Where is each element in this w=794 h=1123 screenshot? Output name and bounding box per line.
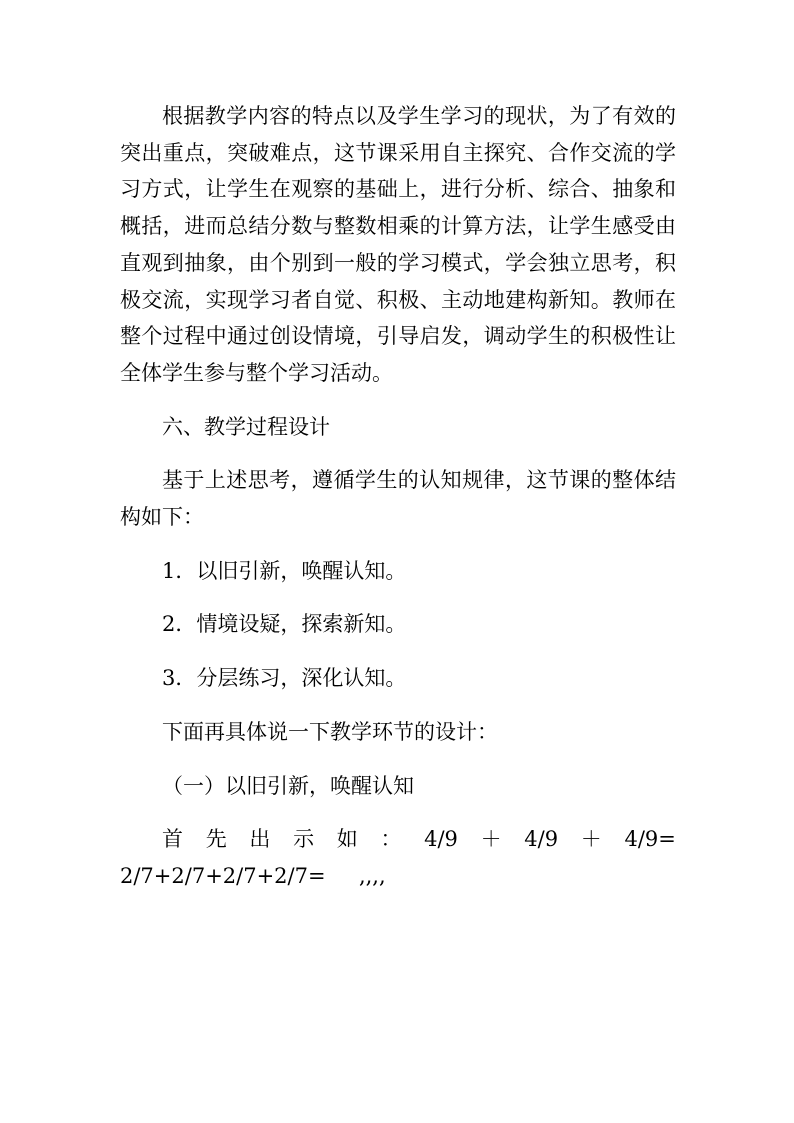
formula-token: 先 <box>205 827 227 852</box>
body-paragraph-3: 下面再具体说一下教学环节的设计： <box>162 719 498 744</box>
list-item: 1．以旧引新，唤醒认知。 <box>162 558 407 583</box>
formula-token: ＋ <box>580 827 602 852</box>
formula-token: 示 <box>293 827 315 852</box>
formula-block <box>120 821 676 894</box>
section-heading: 六、教学过程设计 <box>162 414 330 439</box>
formula-token: ： <box>380 827 402 852</box>
formula-token: 如 <box>336 827 358 852</box>
list-item: 2．情境设疑，探索新知。 <box>162 612 407 637</box>
formula-token: 4/9 <box>524 827 559 852</box>
formula-token: 4/9= <box>624 827 676 852</box>
formula-token: 出 <box>249 827 271 852</box>
formula-line-2: 2/7+2/7+2/7+2/7= ,,,, <box>120 863 386 888</box>
formula-line-1 <box>120 821 676 858</box>
subsection-heading: （一）以旧引新，唤醒认知 <box>162 773 414 798</box>
list-item: 3．分层练习，深化认知。 <box>162 666 407 691</box>
formula-token: 首 <box>162 827 183 852</box>
body-paragraph-2: 基于上述思考，遵循学生的认知规律，这节课的整体结构如下： <box>120 468 676 530</box>
formula-token: ＋ <box>480 827 502 852</box>
body-paragraph-1: 根据教学内容的特点以及学生学习的现状，为了有效的突出重点，突破难点，这节课采用自主探究、合作交流的学习方式，让学生在观察的基础上，进行分析、综合、抽象和概括，进而总结分数与整数相乘的计算方法，让学生感受由直观到抽象，由个别到一般的学习模式，学会独立思考，积极交流，实现学习者自觉、积极、主动地建构新知。教师在整个过程中通过创设情境，引导启发，调动学生的积极性让全体学生参与整个学习活动。 <box>120 104 676 385</box>
formula-token: 4/9 <box>424 827 458 852</box>
